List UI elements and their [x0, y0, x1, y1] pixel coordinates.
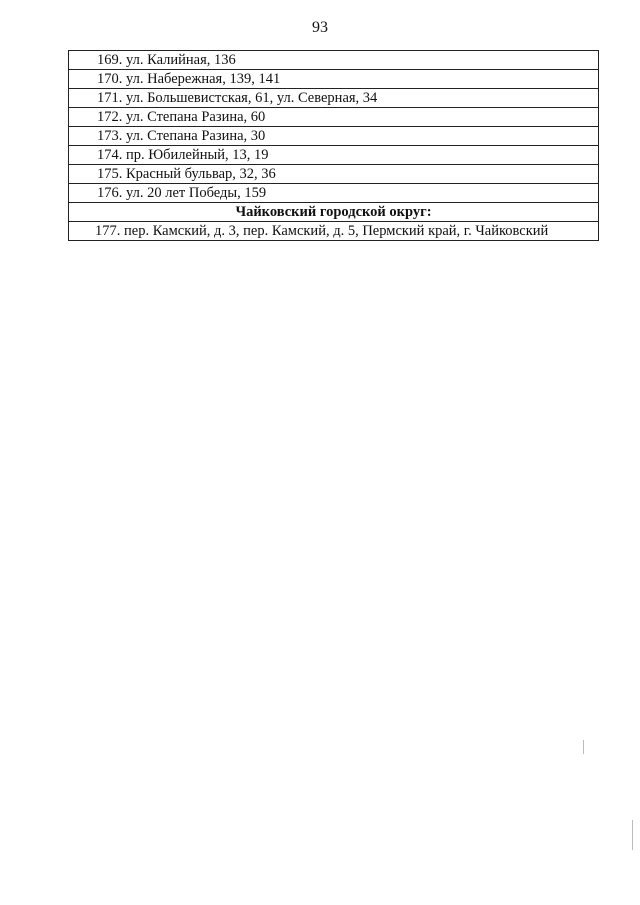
table-row	[69, 127, 599, 146]
section-heading: Чайковский городской округ:	[69, 203, 599, 222]
address-entry: 169. ул. Калийная, 136	[69, 51, 599, 70]
table-row	[69, 222, 599, 241]
address-entry: 171. ул. Большевистская, 61, ул. Северная, 34	[69, 89, 599, 108]
table-row	[69, 203, 599, 222]
table-row	[69, 89, 599, 108]
address-table	[68, 50, 599, 241]
address-entry: 177. пер. Камский, д. 3, пер. Камский, д. 5, Пермский край, г. Чайковский	[69, 222, 599, 241]
address-entry: 173. ул. Степана Разина, 30	[69, 127, 599, 146]
table-row	[69, 51, 599, 70]
scan-speck	[583, 740, 584, 754]
table-row	[69, 108, 599, 127]
address-entry: 174. пр. Юбилейный, 13, 19	[69, 146, 599, 165]
table-row	[69, 165, 599, 184]
table-row	[69, 70, 599, 89]
scan-speck	[632, 820, 633, 850]
address-entry: 172. ул. Степана Разина, 60	[69, 108, 599, 127]
address-entry: 170. ул. Набережная, 139, 141	[69, 70, 599, 89]
table-row	[69, 184, 599, 203]
address-entry: 175. Красный бульвар, 32, 36	[69, 165, 599, 184]
table-row	[69, 146, 599, 165]
page-number: 93	[312, 19, 328, 36]
address-entry: 176. ул. 20 лет Победы, 159	[69, 184, 599, 203]
